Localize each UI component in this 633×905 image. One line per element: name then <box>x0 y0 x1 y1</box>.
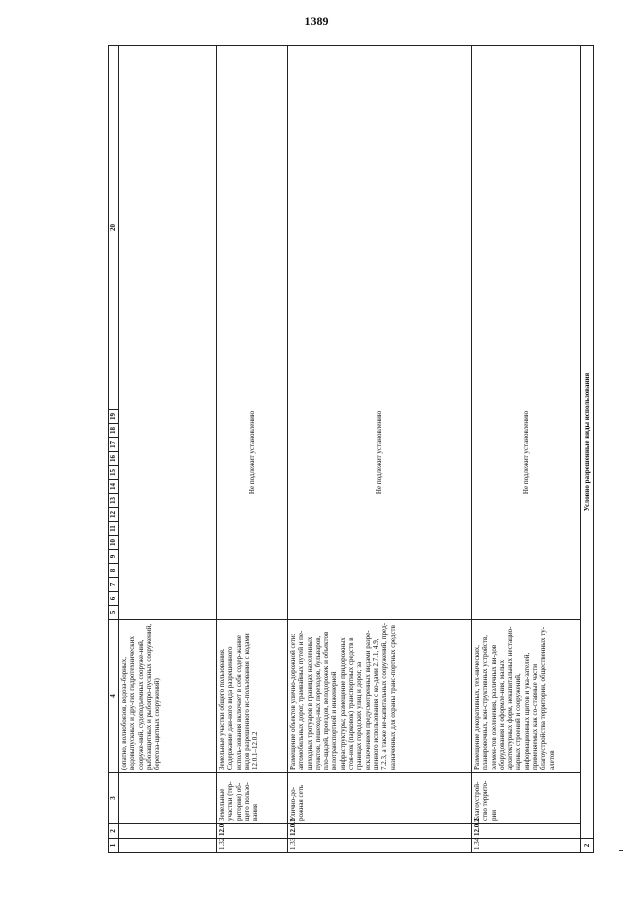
section-title: Условно разрешенные виды использования <box>581 46 594 839</box>
col-header: 14 <box>109 480 119 494</box>
page-number: 1389 <box>304 14 329 28</box>
column-number-row <box>109 46 119 853</box>
rotated-table <box>108 58 591 853</box>
col-header: 12 <box>109 508 119 522</box>
col-header: 10 <box>109 536 119 550</box>
col-header: 15 <box>109 466 119 480</box>
row-name: Улично-до-рожная сеть <box>288 773 472 824</box>
table-row <box>217 46 288 853</box>
col-header: 3 <box>109 773 119 824</box>
table-row <box>288 46 472 853</box>
row-name: Благоустрой-ство террито-рии <box>472 773 581 824</box>
row-merged-text: Не подлежит установлению <box>247 410 256 495</box>
col-header: 8 <box>109 564 119 578</box>
row-code: 12.0.2 <box>472 824 581 839</box>
col-header: 4 <box>109 620 119 773</box>
col-header: 1 <box>109 839 119 853</box>
table-row <box>472 46 581 853</box>
row-number: 1.34 <box>472 839 581 853</box>
row-name <box>119 773 217 824</box>
row-merged-cell <box>119 46 217 620</box>
col-header: 20 <box>109 46 119 410</box>
col-header: 17 <box>109 438 119 452</box>
row-description: (опатно, волнобоязов, водоза-борных, водовыпускных и дру-гих гидротехнических сооруже-ний, судоподъемных сооруже-ний, рыбозащитных и рыбопро-пускных сооружений, берегоза-щитных сооружений) <box>119 620 217 773</box>
col-header: 13 <box>109 494 119 508</box>
row-code: 12.0 <box>217 824 288 839</box>
row-merged-text: Не подлежит установлению <box>521 410 530 495</box>
row-merged-cell <box>217 46 288 620</box>
col-header: 9 <box>109 550 119 564</box>
rotated-table-container <box>108 58 591 853</box>
page-edge-mark <box>619 850 623 851</box>
row-description: Земельные участки общего пользования. Содержание дан-ного вида разрешенного исполь-зования включает в себя содер-жание видов разрешенного ис-пользования с кодами 12.0.1–12.0.2 <box>217 620 288 773</box>
col-header: 5 <box>109 606 119 620</box>
row-description: Размещение объектов улично-дорожной сети: автомобильных дорог, трамвайных путей и пе-шеходных тротуаров в границах населенных пунктов, пешеход-ных переходов, бульваров, пло-щадей, проездов, велодорожек и объектов велотранспортной и инженерной инфраструктуры; размещение придорожных стоя-нок (парковок) транспортных средств в границах городских улиц и дорог, за исключением предусмотренных видами разре-шенного использования с ко-дами 2.7.1, 4.9, 7.2.3, а также не-капитальных сооружений, пред-назначенных для охраны транс-портных средств <box>288 620 472 773</box>
row-number <box>119 839 217 853</box>
col-header: 6 <box>109 592 119 606</box>
col-header: 7 <box>109 578 119 592</box>
row-code <box>119 824 217 839</box>
col-header: 16 <box>109 452 119 466</box>
section-number: 2 <box>581 839 594 853</box>
row-merged-cell <box>288 46 472 620</box>
col-header: 2 <box>109 824 119 839</box>
row-name: Земельные участки (тер-ритории) об-щего пользо-вания <box>217 773 288 824</box>
row-merged-text: Не подлежит установлению <box>375 410 384 495</box>
col-header: 18 <box>109 424 119 438</box>
col-header: 19 <box>109 410 119 424</box>
row-description: Размещение декоративных, тех-нических, планировочных, кон-структивных устройств, элемен-тов озеленения, различных ви-дов оборудования и оформле-ния, малых архитектурных форм, некапитальных нестацио-нарных строений и сооружений, информационных щитов и ука-зателей, применяемых как со-ставные части благоустройства территории, общественных ту-алетов <box>472 620 581 773</box>
row-merged-cell <box>472 46 581 620</box>
land-use-table <box>108 45 594 853</box>
row-code: 12.0.1 <box>288 824 472 839</box>
table-row <box>119 46 217 853</box>
row-number: 1.32 <box>217 839 288 853</box>
conditional-section-row <box>581 46 594 853</box>
row-number: 1.33 <box>288 839 472 853</box>
col-header: 11 <box>109 522 119 536</box>
